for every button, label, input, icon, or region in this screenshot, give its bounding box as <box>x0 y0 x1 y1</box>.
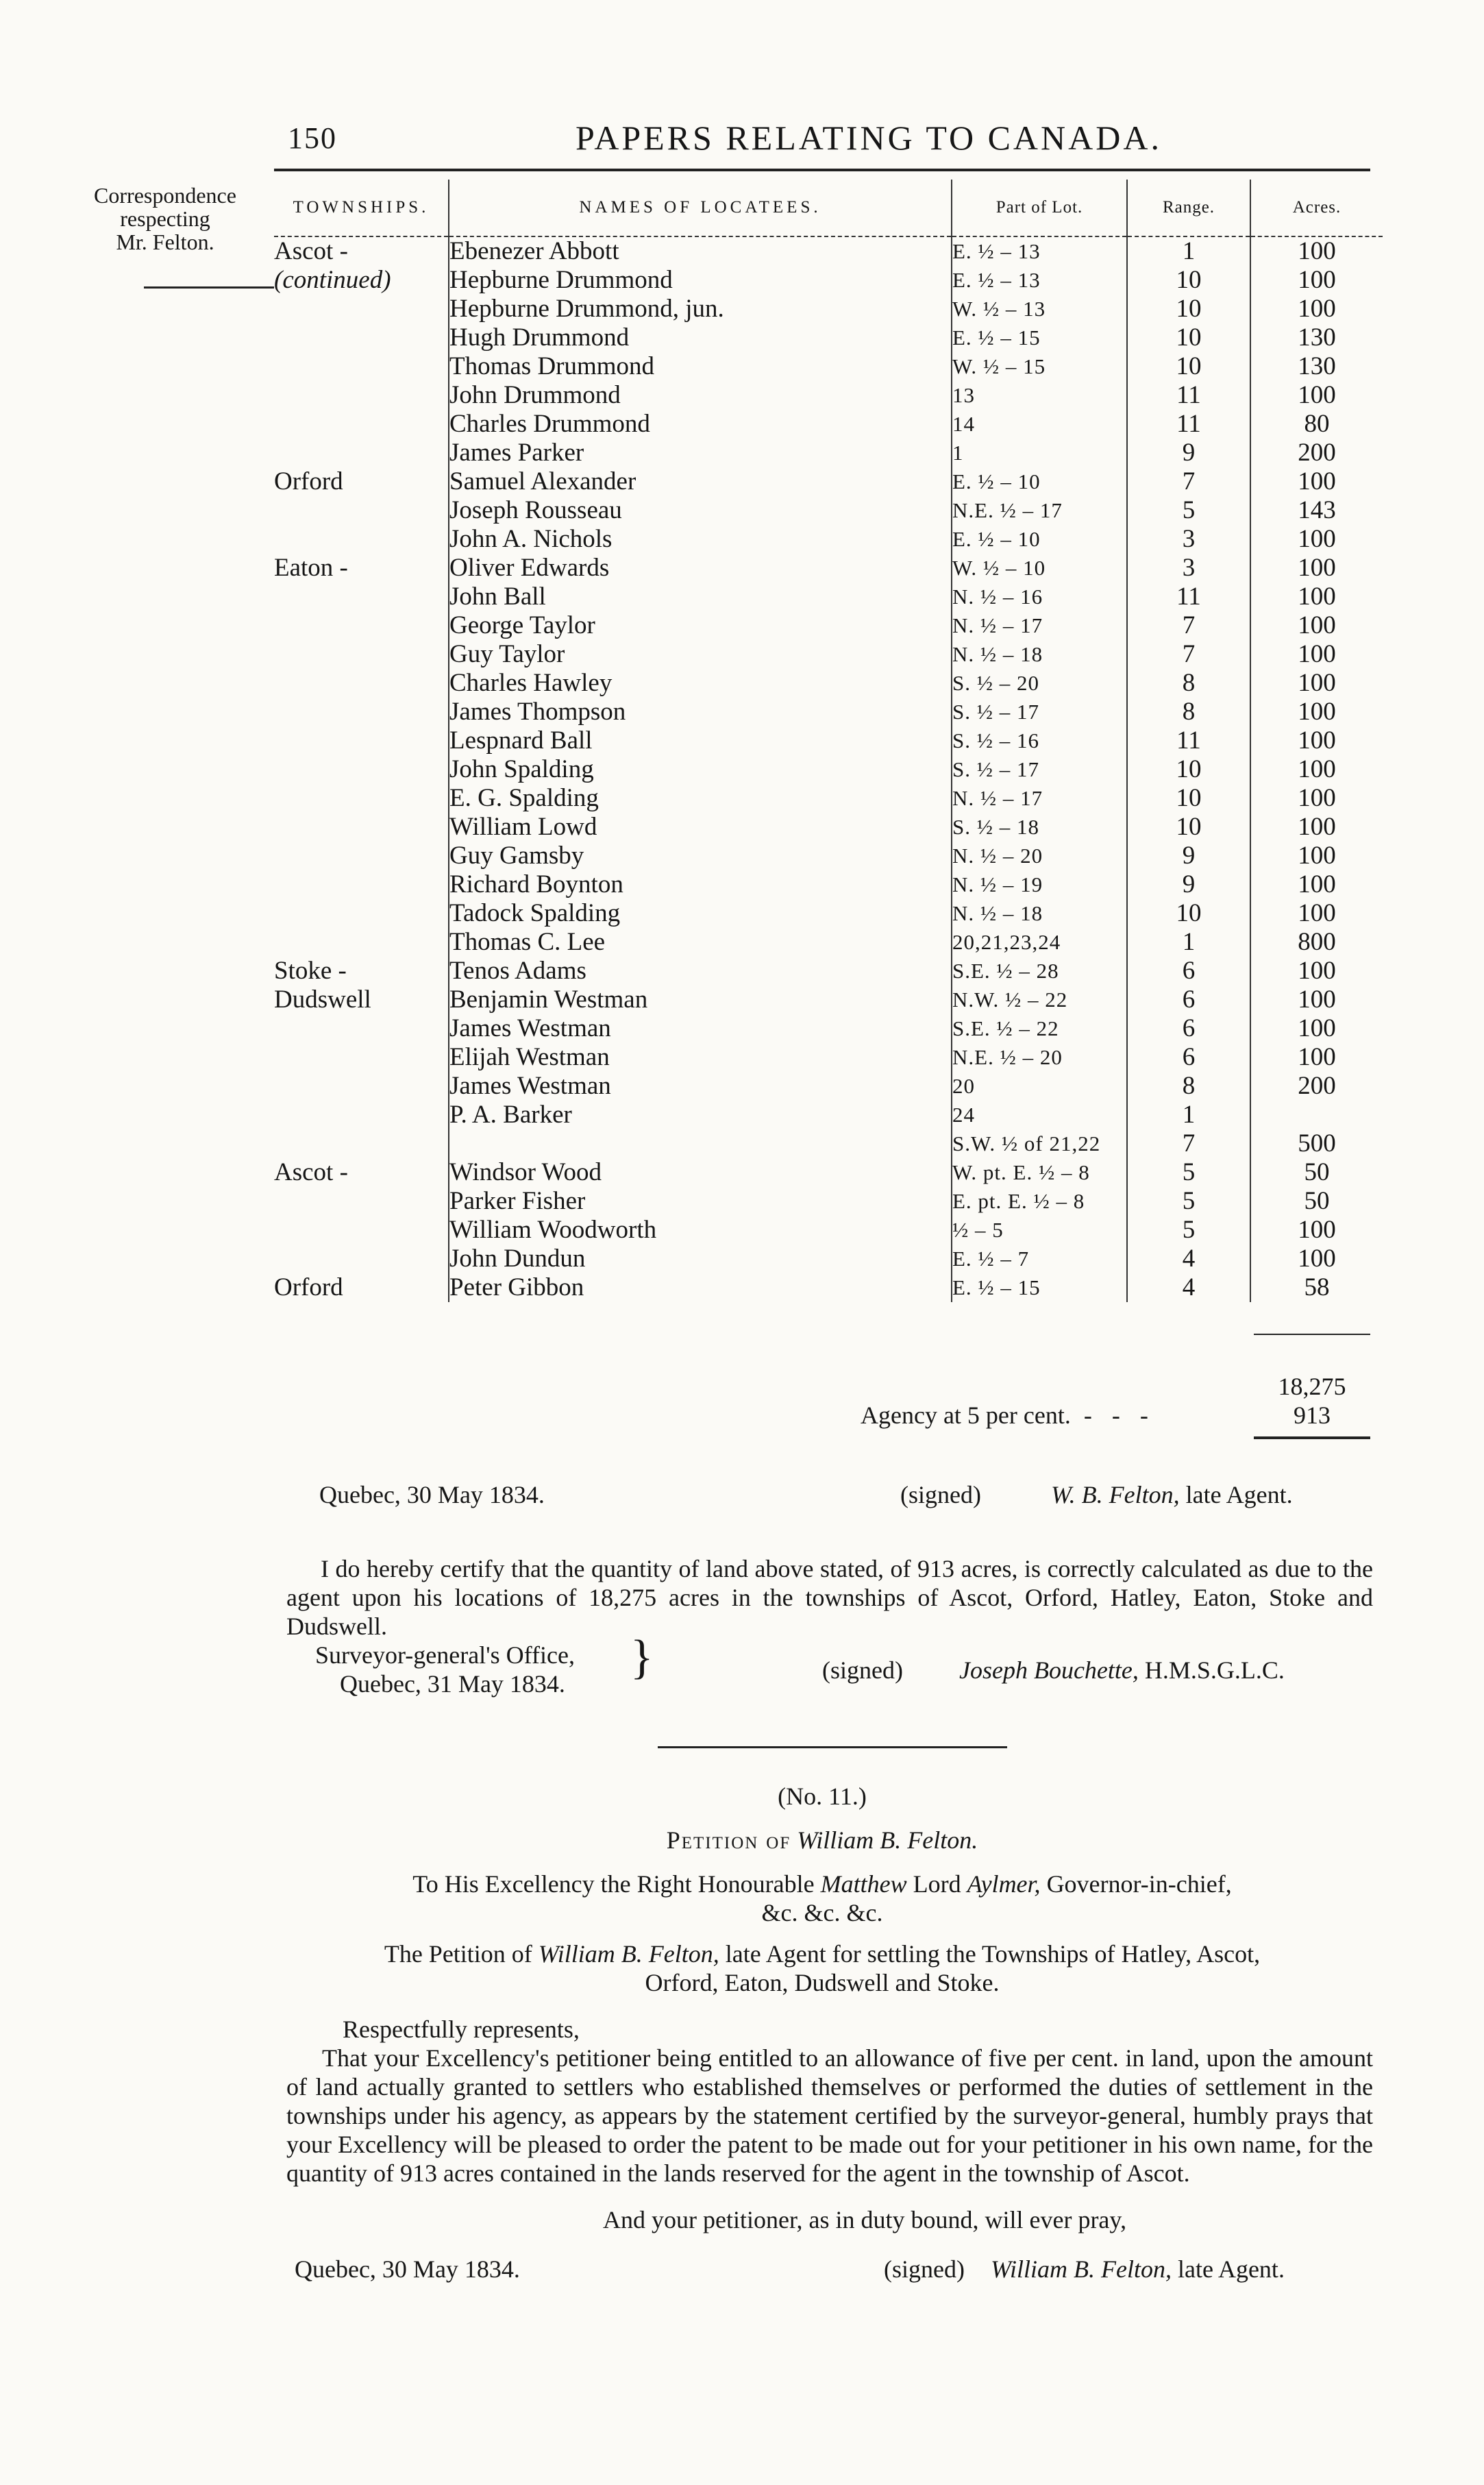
table-row <box>274 1245 1383 1273</box>
petition-intro <box>274 1939 1370 1968</box>
cell-locatee-name <box>449 1129 952 1158</box>
table-row <box>274 496 1383 525</box>
cell-range: 9 <box>1127 842 1250 870</box>
cell-township <box>274 640 449 669</box>
cell-part-of-lot: S. ½ – 18 <box>952 813 1127 842</box>
address-text: Lord <box>913 1870 961 1898</box>
cell-locatee-name: P. A. Barker <box>449 1101 952 1129</box>
total-acres: 18,275 <box>1278 1373 1346 1400</box>
table-row <box>274 1072 1383 1101</box>
cell-township <box>274 410 449 439</box>
cell-range: 1 <box>1127 236 1250 266</box>
cell-locatee-name: James Westman <box>449 1014 952 1043</box>
cell-locatee-name: Ebenezer Abbott <box>449 236 952 266</box>
column-header-acres: Acres. <box>1250 180 1383 236</box>
cell-range: 8 <box>1127 1072 1250 1101</box>
table-row <box>274 755 1383 784</box>
cell-locatee-name: Windsor Wood <box>449 1158 952 1187</box>
cell-township <box>274 1014 449 1043</box>
table-row <box>274 726 1383 755</box>
page-title: PAPERS RELATING TO CANADA. <box>576 119 1162 157</box>
page-number: 150 <box>288 121 337 155</box>
cell-township: Ascot - <box>274 1158 449 1187</box>
cell-part-of-lot: 20 <box>952 1072 1127 1101</box>
cell-range: 10 <box>1127 323 1250 352</box>
intro-name: William B. Felton, <box>538 1940 719 1968</box>
cell-range: 1 <box>1127 928 1250 957</box>
petition-signer-name: William B. Felton, <box>991 2255 1172 2283</box>
cell-locatee-name: Samuel Alexander <box>449 467 952 496</box>
table-row <box>274 525 1383 554</box>
cell-acres: 100 <box>1298 813 1336 841</box>
cell-locatee-name: George Taylor <box>449 611 952 640</box>
cell-acres: 58 <box>1304 1273 1330 1301</box>
brace: } <box>630 1631 654 1684</box>
cell-township <box>274 726 449 755</box>
cell-range: 1 <box>1127 1101 1250 1129</box>
cell-township <box>274 928 449 957</box>
table-row <box>274 899 1383 928</box>
cell-range: 8 <box>1127 698 1250 726</box>
cell-locatee-name: James Westman <box>449 1072 952 1101</box>
signoff-signed: (signed) <box>900 1481 981 1508</box>
certify-signer-name: Joseph Bouchette, <box>959 1656 1139 1684</box>
cell-acres: 130 <box>1298 323 1336 352</box>
table-row <box>274 554 1383 583</box>
cell-acres: 100 <box>1298 1216 1336 1244</box>
signer-title: late Agent. <box>1185 1481 1293 1508</box>
petition-signed: (signed) <box>884 2255 965 2283</box>
cell-range: 5 <box>1127 1187 1250 1216</box>
cell-part-of-lot: S. ½ – 16 <box>952 726 1127 755</box>
petition-intro-line2: Orford, Eaton, Dudswell and Stoke. <box>645 1969 1000 1996</box>
petition-heading-name: William B. Felton. <box>797 1826 978 1854</box>
cell-part-of-lot: E. ½ – 7 <box>952 1245 1127 1273</box>
column-header-range: Range. <box>1127 180 1250 236</box>
margin-note-line: Correspondence <box>94 183 236 208</box>
petition-closing: And your petitioner, as in duty bound, will ever pray, <box>603 2206 1127 2233</box>
cell-acres: 100 <box>1298 237 1336 265</box>
cell-part-of-lot: E. ½ – 15 <box>952 323 1127 352</box>
table-header-row <box>274 180 1383 236</box>
certification-text: I do hereby certify that the quantity of land above stated, of 913 acres, is correctly calculated as due to the agent upon his locations of 18,275 acres in the townships of Ascot, Orford, Hatley, Eaton, Stoke and Dudswell. <box>286 1555 1373 1640</box>
petition-signer-title: late Agent. <box>1177 2255 1285 2283</box>
cell-locatee-name: John A. Nichols <box>449 525 952 554</box>
cell-range: 11 <box>1127 381 1250 410</box>
table-row <box>274 813 1383 842</box>
table-row <box>274 1129 1383 1158</box>
cell-range: 5 <box>1127 1216 1250 1245</box>
signer-name: W. B. Felton, <box>1051 1481 1180 1508</box>
cell-township <box>274 1043 449 1072</box>
table-row <box>274 352 1383 381</box>
cell-part-of-lot: E. ½ – 10 <box>952 467 1127 496</box>
cell-acres: 100 <box>1298 295 1336 323</box>
cell-township <box>274 784 449 813</box>
table-row <box>274 1273 1383 1302</box>
cell-township <box>274 1245 449 1273</box>
cell-range: 11 <box>1127 410 1250 439</box>
cell-acres: 50 <box>1304 1187 1330 1215</box>
cell-acres: 100 <box>1298 784 1336 812</box>
cell-part-of-lot: N. ½ – 16 <box>952 583 1127 611</box>
table-row <box>274 640 1383 669</box>
cell-acres: 100 <box>1298 842 1336 870</box>
cell-part-of-lot: N. ½ – 18 <box>952 899 1127 928</box>
cell-range: 8 <box>1127 669 1250 698</box>
table-row <box>274 784 1383 813</box>
cell-range: 10 <box>1127 266 1250 295</box>
petition-address-line2: &c. &c. &c. <box>761 1899 883 1926</box>
cell-township: Orford <box>274 467 449 496</box>
table-row <box>274 842 1383 870</box>
cell-range: 9 <box>1127 439 1250 467</box>
cell-part-of-lot: ½ – 5 <box>952 1216 1127 1245</box>
cell-township: Stoke - <box>274 957 449 986</box>
column-header-names: NAMES OF LOCATEES. <box>449 180 952 236</box>
cell-range: 7 <box>1127 611 1250 640</box>
cell-range: 11 <box>1127 726 1250 755</box>
cell-locatee-name: Thomas C. Lee <box>449 928 952 957</box>
cell-range: 6 <box>1127 957 1250 986</box>
certify-signer-title: H.M.S.G.L.C. <box>1144 1656 1285 1684</box>
cell-acres: 100 <box>1298 669 1336 697</box>
cell-township <box>274 583 449 611</box>
address-text: To His Excellency the Right Honourable <box>412 1870 815 1898</box>
cell-township <box>274 439 449 467</box>
cell-township: Eaton - <box>274 554 449 583</box>
cell-locatee-name: Charles Hawley <box>449 669 952 698</box>
cell-township <box>274 611 449 640</box>
cell-range: 9 <box>1127 870 1250 899</box>
cell-range: 7 <box>1127 1129 1250 1158</box>
petition-signature <box>991 2255 1285 2284</box>
table-row <box>274 467 1383 496</box>
cell-acres: 100 <box>1298 266 1336 294</box>
agency-label-text: Agency at 5 per cent. <box>861 1401 1071 1429</box>
column-header-part-of-lot: Part of Lot. <box>952 180 1127 236</box>
table-row <box>274 381 1383 410</box>
cell-acres: 800 <box>1298 928 1336 956</box>
cell-part-of-lot: S.E. ½ – 22 <box>952 1014 1127 1043</box>
margin-note-line: respecting <box>120 206 210 231</box>
intro-text: The Petition of <box>384 1940 532 1968</box>
signoff-signature <box>1051 1480 1293 1509</box>
cell-range: 3 <box>1127 525 1250 554</box>
cell-acres: 100 <box>1298 899 1336 927</box>
cell-locatee-name: Oliver Edwards <box>449 554 952 583</box>
cell-locatee-name: James Thompson <box>449 698 952 726</box>
cell-township <box>274 870 449 899</box>
table-row <box>274 266 1383 295</box>
petition-address <box>274 1870 1370 1898</box>
table-row <box>274 669 1383 698</box>
agency-acres: 913 <box>1294 1401 1331 1429</box>
cell-acres: 100 <box>1298 525 1336 553</box>
cell-range: 10 <box>1127 352 1250 381</box>
table-row <box>274 870 1383 899</box>
cell-township <box>274 381 449 410</box>
cell-part-of-lot: E. ½ – 13 <box>952 236 1127 266</box>
cell-locatee-name: Guy Gamsby <box>449 842 952 870</box>
cell-part-of-lot: E. ½ – 15 <box>952 1273 1127 1302</box>
cell-locatee-name: William Woodworth <box>449 1216 952 1245</box>
cell-range: 7 <box>1127 640 1250 669</box>
cell-acres: 100 <box>1298 986 1336 1014</box>
petition-represents: Respectfully represents, <box>343 2016 580 2043</box>
locatees-table <box>274 180 1383 1302</box>
cell-part-of-lot: S. ½ – 17 <box>952 698 1127 726</box>
cell-locatee-name: Hepburne Drummond, jun. <box>449 295 952 323</box>
cell-range: 7 <box>1127 467 1250 496</box>
cell-acres: 100 <box>1298 870 1336 898</box>
cell-acres: 100 <box>1298 726 1336 755</box>
cell-part-of-lot: W. pt. E. ½ – 8 <box>952 1158 1127 1187</box>
table-row <box>274 439 1383 467</box>
cell-acres: 143 <box>1298 496 1336 524</box>
cell-locatee-name: Thomas Drummond <box>449 352 952 381</box>
section-divider <box>658 1746 1007 1748</box>
cell-part-of-lot: N.W. ½ – 22 <box>952 986 1127 1014</box>
cell-township <box>274 899 449 928</box>
petition-number: (No. 11.) <box>778 1783 867 1810</box>
cell-range: 6 <box>1127 986 1250 1014</box>
cell-part-of-lot: S. ½ – 20 <box>952 669 1127 698</box>
cell-locatee-name: Richard Boynton <box>449 870 952 899</box>
total-rule <box>1254 1334 1370 1335</box>
table-row <box>274 957 1383 986</box>
cell-acres: 100 <box>1298 554 1336 582</box>
cell-locatee-name: Elijah Westman <box>449 1043 952 1072</box>
cell-part-of-lot: W. ½ – 10 <box>952 554 1127 583</box>
cell-acres: 100 <box>1298 698 1336 726</box>
table-row <box>274 583 1383 611</box>
cell-part-of-lot: W. ½ – 13 <box>952 295 1127 323</box>
cell-acres: 100 <box>1298 1245 1336 1273</box>
cell-part-of-lot: S. ½ – 17 <box>952 755 1127 784</box>
cell-locatee-name: Tenos Adams <box>449 957 952 986</box>
cell-locatee-name: Benjamin Westman <box>449 986 952 1014</box>
cell-acres: 100 <box>1298 755 1336 783</box>
certify-signature <box>959 1656 1285 1685</box>
cell-acres: 130 <box>1298 352 1336 380</box>
cell-acres: 200 <box>1298 1072 1336 1100</box>
cell-township <box>274 842 449 870</box>
office-line: Quebec, 31 May 1834. <box>340 1670 565 1698</box>
petition-body: That your Excellency's petitioner being entitled to an allowance of five per cent. in land, upon the amount of land actually granted to settlers who established themselves or performed the duties of settlement in the townships under his agency, as appears by the statement certified by the surveyor-general, humbly prays that your Excellency will be pleased to order the patent to be made out for your petitioner in his own name, for the quantity of 913 acres contained in the lands reserved for the agent in the township of Ascot. <box>286 2044 1373 2187</box>
cell-township <box>274 1129 449 1158</box>
cell-part-of-lot: N. ½ – 19 <box>952 870 1127 899</box>
cell-acres: 200 <box>1298 439 1336 467</box>
column-header-townships: TOWNSHIPS. <box>274 180 449 236</box>
margin-divider <box>144 286 274 289</box>
cell-township <box>274 1072 449 1101</box>
address-text: Governor-in-chief, <box>1046 1870 1232 1898</box>
cell-township <box>274 352 449 381</box>
cell-township: Dudswell <box>274 986 449 1014</box>
cell-part-of-lot: E. ½ – 13 <box>952 266 1127 295</box>
table-row <box>274 323 1383 352</box>
margin-note <box>66 184 264 254</box>
cell-township <box>274 669 449 698</box>
cell-township: Orford <box>274 1273 449 1302</box>
cell-part-of-lot: N.E. ½ – 17 <box>952 496 1127 525</box>
cell-locatee-name: E. G. Spalding <box>449 784 952 813</box>
bottom-table-rule <box>1254 1436 1370 1439</box>
cell-acres: 100 <box>1298 957 1336 985</box>
table-row <box>274 1187 1383 1216</box>
cell-locatee-name: Lespnard Ball <box>449 726 952 755</box>
surveyor-office <box>315 1641 575 1698</box>
cell-part-of-lot: 14 <box>952 410 1127 439</box>
cell-township <box>274 295 449 323</box>
cell-township <box>274 1101 449 1129</box>
table-row <box>274 986 1383 1014</box>
table-row <box>274 698 1383 726</box>
cell-range: 4 <box>1127 1245 1250 1273</box>
agency-label: Agency at 5 per cent. - - - <box>861 1401 1155 1429</box>
cell-range: 6 <box>1127 1043 1250 1072</box>
cell-part-of-lot: 20,21,23,24 <box>952 928 1127 957</box>
cell-locatee-name: Charles Drummond <box>449 410 952 439</box>
margin-note-line: Mr. Felton. <box>116 230 214 254</box>
cell-part-of-lot: W. ½ – 15 <box>952 352 1127 381</box>
cell-locatee-name: Guy Taylor <box>449 640 952 669</box>
cell-locatee-name: Hepburne Drummond <box>449 266 952 295</box>
table-body <box>274 236 1383 1302</box>
cell-township: (continued) <box>274 266 449 295</box>
cell-locatee-name: John Drummond <box>449 381 952 410</box>
cell-range: 10 <box>1127 899 1250 928</box>
cell-part-of-lot: 24 <box>952 1101 1127 1129</box>
signoff-place-date: Quebec, 30 May 1834. <box>319 1481 545 1508</box>
table-row <box>274 1216 1383 1245</box>
petition-heading-word: Petition of <box>666 1826 791 1854</box>
cell-part-of-lot: N. ½ – 17 <box>952 611 1127 640</box>
cell-acres <box>1250 1101 1383 1129</box>
cell-acres: 100 <box>1298 381 1336 409</box>
cell-acres: 80 <box>1304 410 1330 438</box>
cell-part-of-lot: E. ½ – 10 <box>952 525 1127 554</box>
cell-township <box>274 755 449 784</box>
cell-range: 3 <box>1127 554 1250 583</box>
cell-locatee-name: Hugh Drummond <box>449 323 952 352</box>
cell-range: 11 <box>1127 583 1250 611</box>
cell-part-of-lot: S.W. ½ of 21,22 <box>952 1129 1127 1158</box>
cell-township <box>274 1187 449 1216</box>
cell-township: Ascot - <box>274 236 449 266</box>
table-row <box>274 295 1383 323</box>
table-row <box>274 1158 1383 1187</box>
cell-township <box>274 1216 449 1245</box>
intro-text: late Agent for settling the Townships of Hatley, Ascot, <box>725 1940 1261 1968</box>
address-name: Aylmer, <box>967 1870 1041 1898</box>
cell-locatee-name: Parker Fisher <box>449 1187 952 1216</box>
cell-range: 10 <box>1127 295 1250 323</box>
cell-part-of-lot: N. ½ – 17 <box>952 784 1127 813</box>
table-row <box>274 928 1383 957</box>
cell-locatee-name: William Lowd <box>449 813 952 842</box>
cell-acres: 100 <box>1298 1014 1336 1042</box>
cell-township <box>274 323 449 352</box>
petition-place-date: Quebec, 30 May 1834. <box>295 2255 520 2283</box>
cell-locatee-name: Peter Gibbon <box>449 1273 952 1302</box>
address-name: Matthew <box>820 1870 907 1898</box>
cell-acres: 100 <box>1298 611 1336 639</box>
cell-acres: 100 <box>1298 583 1336 611</box>
table-row <box>274 410 1383 439</box>
header-rule <box>274 169 1370 171</box>
table-row <box>274 1043 1383 1072</box>
cell-range: 5 <box>1127 1158 1250 1187</box>
certify-signed: (signed) <box>822 1656 903 1684</box>
cell-range: 6 <box>1127 1014 1250 1043</box>
cell-range: 10 <box>1127 784 1250 813</box>
cell-locatee-name: John Dundun <box>449 1245 952 1273</box>
petition-heading <box>274 1826 1370 1854</box>
cell-locatee-name: John Ball <box>449 583 952 611</box>
cell-township <box>274 698 449 726</box>
cell-township <box>274 813 449 842</box>
cell-acres: 100 <box>1298 1043 1336 1071</box>
cell-range: 10 <box>1127 813 1250 842</box>
cell-acres: 100 <box>1298 640 1336 668</box>
table-row <box>274 611 1383 640</box>
cell-part-of-lot: N.E. ½ – 20 <box>952 1043 1127 1072</box>
cell-part-of-lot: S.E. ½ – 28 <box>952 957 1127 986</box>
cell-acres: 50 <box>1304 1158 1330 1186</box>
cell-range: 5 <box>1127 496 1250 525</box>
cell-locatee-name: Joseph Rousseau <box>449 496 952 525</box>
cell-range: 10 <box>1127 755 1250 784</box>
cell-range: 4 <box>1127 1273 1250 1302</box>
cell-locatee-name: James Parker <box>449 439 952 467</box>
cell-part-of-lot: N. ½ – 20 <box>952 842 1127 870</box>
cell-part-of-lot: N. ½ – 18 <box>952 640 1127 669</box>
cell-locatee-name: Tadock Spalding <box>449 899 952 928</box>
cell-part-of-lot: 13 <box>952 381 1127 410</box>
cell-locatee-name: John Spalding <box>449 755 952 784</box>
cell-township <box>274 525 449 554</box>
cell-acres: 100 <box>1298 467 1336 495</box>
cell-acres: 500 <box>1298 1129 1336 1158</box>
table-row <box>274 236 1383 266</box>
table-row <box>274 1014 1383 1043</box>
office-line: Surveyor-general's Office, <box>315 1641 575 1669</box>
cell-township <box>274 496 449 525</box>
cell-part-of-lot: E. pt. E. ½ – 8 <box>952 1187 1127 1216</box>
table-row <box>274 1101 1383 1129</box>
cell-part-of-lot: 1 <box>952 439 1127 467</box>
